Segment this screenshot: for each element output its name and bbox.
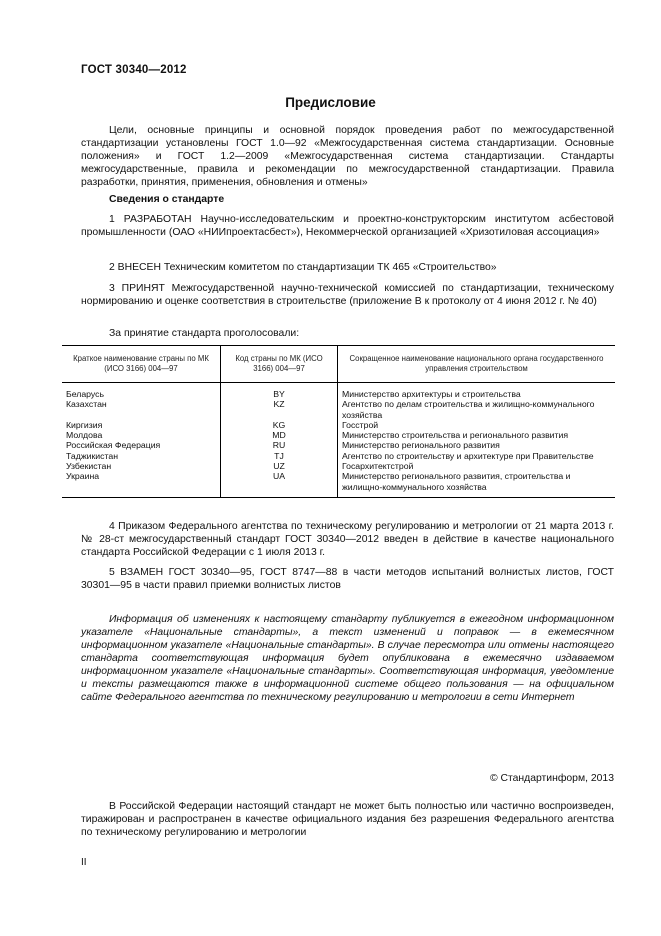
cell-code: KZ <box>221 399 338 420</box>
table-row <box>62 420 615 430</box>
cell-body: Госстрой <box>338 420 616 430</box>
table-row <box>62 430 615 440</box>
header-code: Код страны по МК (ИСО 3166) 004—97 <box>221 346 338 383</box>
cell-code: KG <box>221 420 338 430</box>
cell-country: Узбекистан <box>66 461 112 472</box>
table-row <box>62 461 615 471</box>
info-heading: Сведения о стандарте <box>109 194 225 205</box>
cell-body: Министерство регионального развития, строительства и жилищно-коммунального хозяйства <box>338 471 616 497</box>
cell-code: BY <box>221 383 338 400</box>
page-number: II <box>81 857 87 868</box>
cell-body: Министерство регионального развития <box>338 440 616 450</box>
table-row <box>62 471 615 497</box>
cell-code: TJ <box>221 451 338 461</box>
item-3-adopted: 3 ПРИНЯТ Межгосударственной научно-технической комиссией по стандартизации, техническому нормированию и оценке соответствия в строительстве (приложение В к протоколу от 4 июня 2012 г. № 40) <box>81 283 614 307</box>
table-row <box>62 399 615 420</box>
changes-notice: Информация об изменениях к настоящему стандарту публикуется в ежегодном информационном указателе «Национальные стандарты», а текст изменений и поправок — в ежемесячном информационном указателе «Национальные стандарты». В случае пересмотра или отмены настоящего стандарта соответствующая информация будет опубликована в ежемесячно издаваемом информационном указателе «Национальные стандарты». Соответствующая информация, уведомление и тексты размещаются также в информационной системе общего пользования — на официальном сайте Федерального агентства по техническому регулированию и метрологии в сети Интернет <box>81 614 614 703</box>
cell-country: Киргизия <box>66 419 103 430</box>
header-country: Краткое наименование страны по МК (ИСО 3166) 004—97 <box>62 346 221 383</box>
table-row <box>62 451 615 461</box>
cell-body: Министерство архитектуры и строительства <box>338 383 616 400</box>
table-row <box>62 440 615 450</box>
cell-code: MD <box>221 430 338 440</box>
cell-country: Казахстан <box>66 399 107 410</box>
item-5-replaces: 5 ВЗАМЕН ГОСТ 30340—95, ГОСТ 8747—88 в части методов испытаний волнистых листов, ГОСТ 30301—95 в части правил приемки волнистых листов <box>81 567 614 591</box>
cell-country: Молдова <box>66 430 103 441</box>
item-2-introduced: 2 ВНЕСЕН Техническим комитетом по стандартизации ТК 465 «Строительство» <box>109 262 497 273</box>
cell-body: Агентство по строительству и архитектуре при Правительстве <box>338 451 616 461</box>
item-4-order: 4 Приказом Федерального агентства по техническому регулированию и метрологии от 21 марта 2013 г. № 28-ст межгосударственный стандарт ГОСТ 30340—2012 введен в действие в качестве национального стандарта Российской Федерации с 1 июля 2013 г. <box>81 521 614 558</box>
voting-table-header <box>62 346 615 383</box>
intro-paragraph: Цели, основные принципы и основной порядок проведения работ по межгосударственной стандартизации установлены ГОСТ 1.0—92 «Межгосударственная система стандартизации. Основные положения» и ГОСТ 1.2—2009 «Межгосударственная система стандартизации. Стандарты межгосударственные, правила и рекомендации по межгосударственной стандартизации. Правила разработки, принятия, применения, обновления и отмены» <box>81 125 614 188</box>
cell-body: Министерство строительства и регионального развития <box>338 430 616 440</box>
cell-code: UA <box>221 471 338 497</box>
vote-lead-text: За принятие стандарта проголосовали: <box>109 328 300 339</box>
table-row <box>62 383 615 400</box>
section-title: Предисловие <box>285 95 376 110</box>
cell-country: Таджикистан <box>66 450 118 461</box>
cell-code: UZ <box>221 461 338 471</box>
voting-table <box>62 345 615 498</box>
copyright-line: © Стандартинформ, 2013 <box>489 773 614 784</box>
document-header-id: ГОСТ 30340—2012 <box>81 64 187 76</box>
cell-code: RU <box>221 440 338 450</box>
header-body: Сокращенное наименование национального органа государственного управления строительством <box>338 346 616 383</box>
cell-body: Агентство по делам строительства и жилищно-коммунального хозяйства <box>338 399 616 420</box>
cell-body: Госархитектстрой <box>338 461 616 471</box>
cell-country: Украина <box>62 471 221 497</box>
item-1-developed: 1 РАЗРАБОТАН Научно-исследовательским и проектно-конструкторским институтом асбестовой промышленности (ОАО «НИИпроектасбест»), Некоммерческой организацией «Хризотиловая ассоциация» <box>81 214 614 238</box>
reproduction-restriction: В Российской Федерации настоящий стандарт не может быть полностью или частично воспроизведен, тиражирован и распространен в качестве официального издания без разрешения Федерального агентства по техническому регулированию и метрологии <box>81 801 614 838</box>
cell-country: Российская Федерация <box>66 440 161 451</box>
cell-country: Беларусь <box>66 389 104 399</box>
